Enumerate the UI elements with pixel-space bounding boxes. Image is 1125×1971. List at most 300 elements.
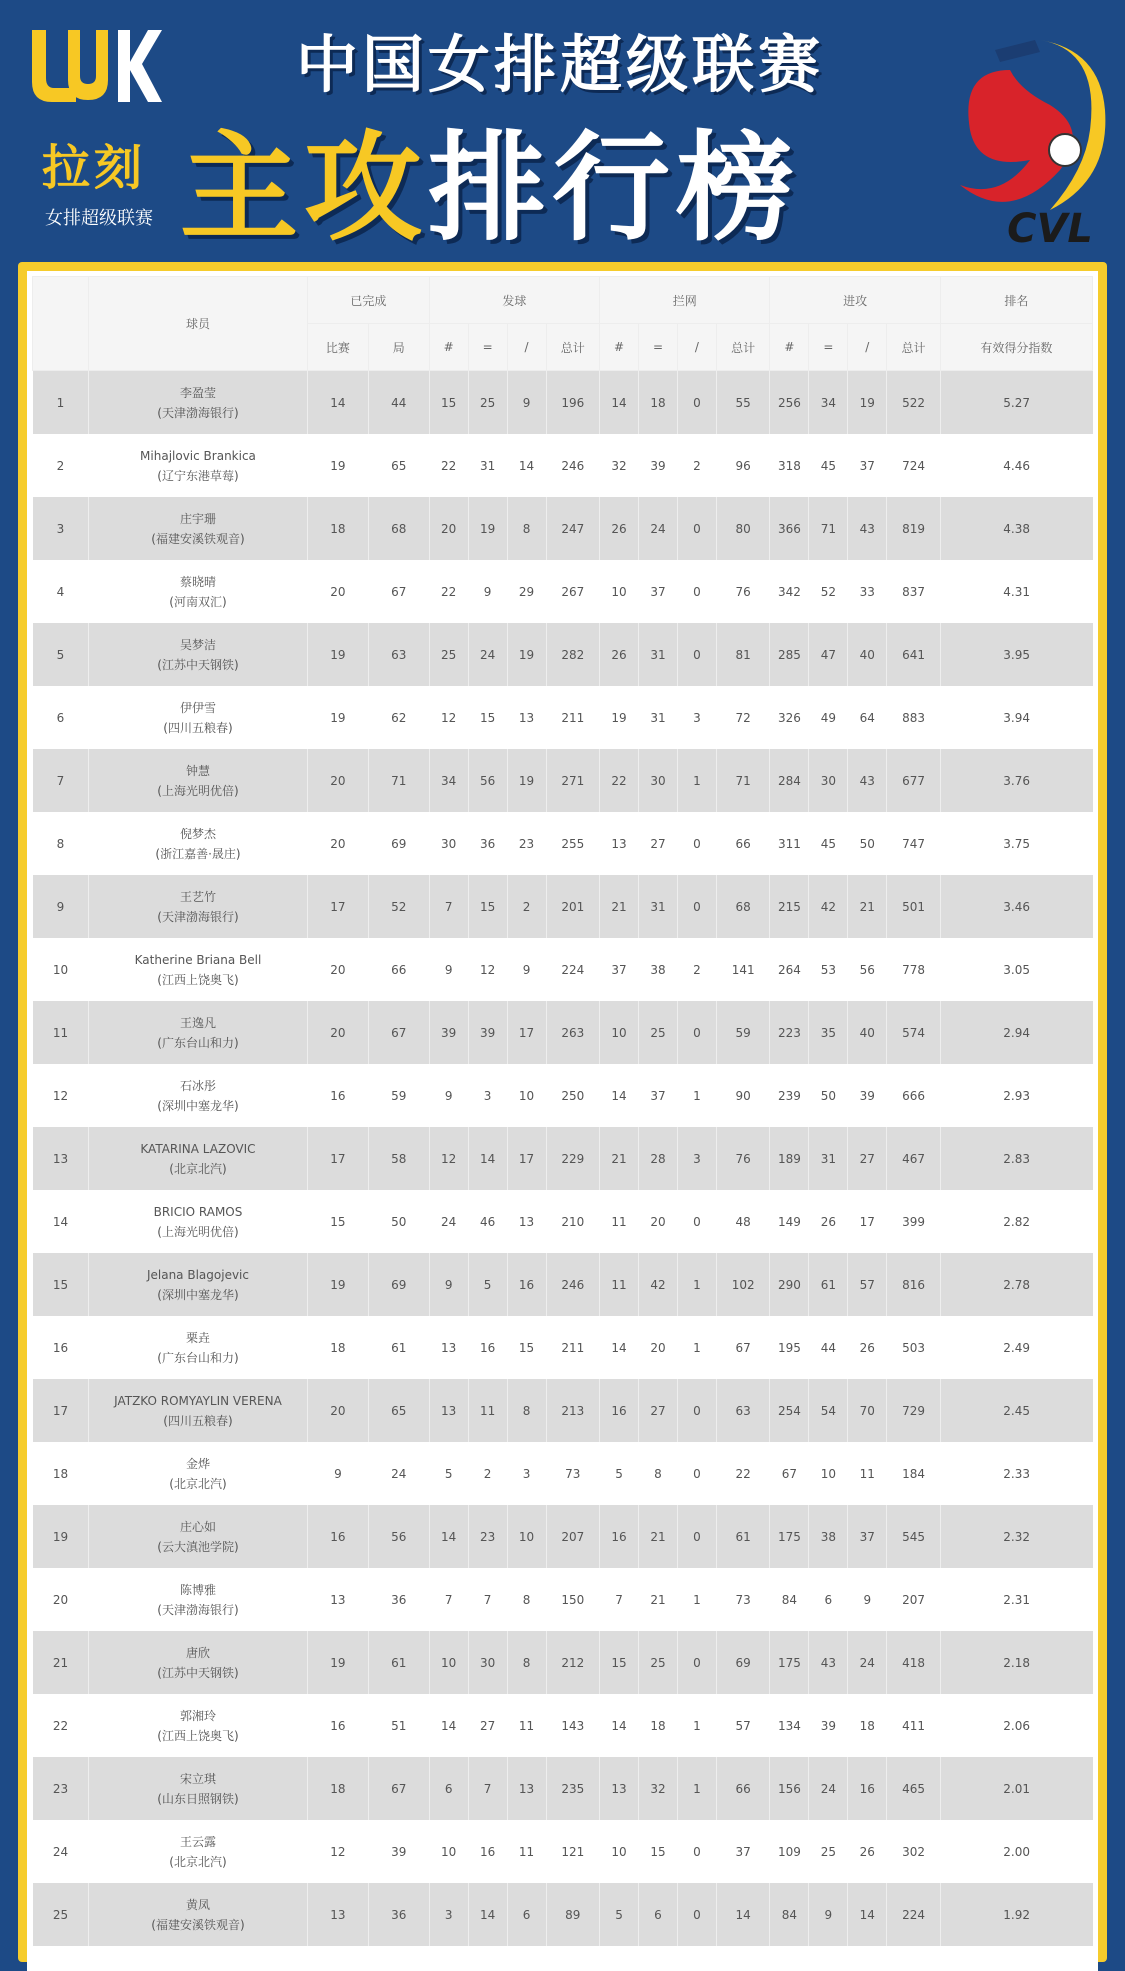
table-row bbox=[33, 1442, 1093, 1505]
stat-cell: 30 bbox=[429, 812, 468, 875]
col-player: 球员 bbox=[88, 277, 307, 371]
player-cell bbox=[88, 749, 307, 812]
stat-cell: 25 bbox=[809, 1820, 848, 1883]
table-row bbox=[33, 1505, 1093, 1568]
stat-cell: 24 bbox=[639, 497, 678, 560]
stat-cell: 109 bbox=[770, 1820, 809, 1883]
stat-cell: 43 bbox=[809, 1631, 848, 1694]
player-name: 陈博雅 bbox=[179, 1582, 216, 1597]
rank-number: 3 bbox=[33, 497, 89, 560]
stat-cell: 69 bbox=[716, 1631, 770, 1694]
stat-cell: 20 bbox=[308, 1379, 369, 1442]
stat-cell: 16 bbox=[468, 1316, 507, 1379]
stat-cell: 42 bbox=[809, 875, 848, 938]
table-row bbox=[33, 875, 1093, 938]
stat-cell: 3.95 bbox=[940, 623, 1092, 686]
table-header-row-groups bbox=[33, 277, 1093, 324]
rank-number: 19 bbox=[33, 1505, 89, 1568]
stat-cell: 246 bbox=[546, 434, 600, 497]
rank-number: 16 bbox=[33, 1316, 89, 1379]
table-row bbox=[33, 749, 1093, 812]
stat-cell: 18 bbox=[639, 1694, 678, 1757]
player-team: (北京北汽) bbox=[169, 1854, 227, 1869]
stat-cell: 196 bbox=[546, 371, 600, 435]
stat-cell: 5 bbox=[468, 1253, 507, 1316]
player-team: (福建安溪铁观音) bbox=[151, 1917, 245, 1932]
stat-cell: 11 bbox=[848, 1442, 887, 1505]
stat-cell: 59 bbox=[368, 1064, 429, 1127]
player-name: 倪梦杰 bbox=[179, 826, 216, 841]
stat-cell: 1 bbox=[677, 1253, 716, 1316]
stat-cell: 8 bbox=[507, 1568, 546, 1631]
stat-cell: 14 bbox=[507, 434, 546, 497]
stat-cell: 19 bbox=[848, 371, 887, 435]
stat-cell: 16 bbox=[308, 1064, 369, 1127]
stat-cell: 224 bbox=[546, 938, 600, 1001]
stat-cell: 71 bbox=[716, 749, 770, 812]
stat-cell: 411 bbox=[887, 1694, 941, 1757]
stat-cell: 215 bbox=[770, 875, 809, 938]
stat-cell: 39 bbox=[468, 1001, 507, 1064]
stat-cell: 134 bbox=[770, 1694, 809, 1757]
stat-cell: 6 bbox=[639, 1883, 678, 1946]
stat-cell: 6 bbox=[429, 1757, 468, 1820]
stat-cell: 14 bbox=[429, 1505, 468, 1568]
stat-cell: 7 bbox=[600, 1568, 639, 1631]
table-row bbox=[33, 1001, 1093, 1064]
stat-cell: 816 bbox=[887, 1253, 941, 1316]
stat-cell: 5 bbox=[600, 1442, 639, 1505]
stat-cell: 61 bbox=[368, 1631, 429, 1694]
stat-cell: 50 bbox=[848, 812, 887, 875]
stat-cell: 207 bbox=[887, 1568, 941, 1631]
brand-subtitle: 女排超级联赛 bbox=[45, 208, 153, 229]
stat-cell: 1 bbox=[677, 1694, 716, 1757]
stat-cell: 57 bbox=[716, 1694, 770, 1757]
stat-cell: 6 bbox=[809, 1568, 848, 1631]
stat-cell: 38 bbox=[639, 938, 678, 1001]
col-matches: 比赛 bbox=[308, 324, 369, 371]
stat-cell: 2.82 bbox=[940, 1190, 1092, 1253]
stat-cell: 26 bbox=[809, 1190, 848, 1253]
stat-cell: 9 bbox=[468, 560, 507, 623]
stat-cell: 10 bbox=[600, 560, 639, 623]
stat-cell: 223 bbox=[770, 1001, 809, 1064]
player-name: 黄凤 bbox=[185, 1897, 210, 1912]
league-title: 中国女排超级联赛 bbox=[295, 28, 824, 101]
stat-cell: 418 bbox=[887, 1631, 941, 1694]
rank-number: 4 bbox=[33, 560, 89, 623]
stat-cell: 52 bbox=[368, 875, 429, 938]
stat-cell: 22 bbox=[600, 749, 639, 812]
stat-cell: 399 bbox=[887, 1190, 941, 1253]
player-cell bbox=[88, 1883, 307, 1946]
rank-number: 5 bbox=[33, 623, 89, 686]
table-row bbox=[33, 686, 1093, 749]
table-row bbox=[33, 560, 1093, 623]
stat-cell: 0 bbox=[677, 1631, 716, 1694]
stat-cell: 747 bbox=[887, 812, 941, 875]
stat-cell: 210 bbox=[546, 1190, 600, 1253]
stat-cell: 4.46 bbox=[940, 434, 1092, 497]
stat-cell: 641 bbox=[887, 623, 941, 686]
col-block-eq: = bbox=[639, 324, 678, 371]
table-row bbox=[33, 812, 1093, 875]
stat-cell: 212 bbox=[546, 1631, 600, 1694]
stat-cell: 883 bbox=[887, 686, 941, 749]
stat-cell: 23 bbox=[507, 812, 546, 875]
stat-cell: 39 bbox=[639, 434, 678, 497]
stat-cell: 27 bbox=[639, 812, 678, 875]
stat-cell: 76 bbox=[716, 560, 770, 623]
stat-cell: 17 bbox=[507, 1001, 546, 1064]
player-cell bbox=[88, 560, 307, 623]
player-name: 钟慧 bbox=[185, 763, 210, 778]
stat-cell: 9 bbox=[308, 1442, 369, 1505]
col-group-block: 拦网 bbox=[600, 277, 770, 324]
stat-cell: 150 bbox=[546, 1568, 600, 1631]
stat-cell: 24 bbox=[809, 1757, 848, 1820]
stat-cell: 14 bbox=[600, 1316, 639, 1379]
player-team: (浙江嘉善·晟庄) bbox=[155, 846, 241, 861]
stat-cell: 67 bbox=[770, 1442, 809, 1505]
col-block-hash: # bbox=[600, 324, 639, 371]
player-name: Katherine Briana Bell bbox=[134, 952, 262, 967]
stat-cell: 3.46 bbox=[940, 875, 1092, 938]
stat-cell: 8 bbox=[507, 1379, 546, 1442]
page-title-yellow: 主攻 bbox=[180, 119, 429, 257]
col-no bbox=[33, 277, 89, 371]
table-row bbox=[33, 1253, 1093, 1316]
rank-number: 9 bbox=[33, 875, 89, 938]
player-cell bbox=[88, 497, 307, 560]
stat-cell: 0 bbox=[677, 623, 716, 686]
stat-cell: 1 bbox=[677, 1064, 716, 1127]
stat-cell: 37 bbox=[639, 560, 678, 623]
stat-cell: 239 bbox=[770, 1064, 809, 1127]
stat-cell: 666 bbox=[887, 1064, 941, 1127]
stat-cell: 10 bbox=[429, 1820, 468, 1883]
stat-cell: 25 bbox=[639, 1001, 678, 1064]
stat-cell: 9 bbox=[848, 1568, 887, 1631]
table-row bbox=[33, 1631, 1093, 1694]
table-row bbox=[33, 1568, 1093, 1631]
stat-cell: 31 bbox=[639, 623, 678, 686]
stat-cell: 2 bbox=[507, 875, 546, 938]
stat-cell: 37 bbox=[600, 938, 639, 1001]
stat-cell: 31 bbox=[639, 875, 678, 938]
stat-cell: 24 bbox=[848, 1631, 887, 1694]
stat-cell: 2 bbox=[468, 1442, 507, 1505]
stat-cell: 17 bbox=[848, 1190, 887, 1253]
player-team: (深圳中塞龙华) bbox=[157, 1287, 239, 1302]
stat-cell: 31 bbox=[809, 1127, 848, 1190]
table-row bbox=[33, 371, 1093, 435]
stat-cell: 224 bbox=[887, 1883, 941, 1946]
stat-cell: 0 bbox=[677, 497, 716, 560]
stat-cell: 19 bbox=[308, 686, 369, 749]
stat-cell: 3 bbox=[507, 1442, 546, 1505]
stat-cell: 13 bbox=[507, 1190, 546, 1253]
stat-cell: 21 bbox=[848, 875, 887, 938]
player-cell bbox=[88, 875, 307, 938]
stat-cell: 16 bbox=[600, 1379, 639, 1442]
stat-cell: 61 bbox=[809, 1253, 848, 1316]
stat-cell: 5 bbox=[429, 1442, 468, 1505]
player-name: JATZKO ROMYAYLIN VERENA bbox=[114, 1393, 282, 1408]
stat-cell: 68 bbox=[716, 875, 770, 938]
player-cell bbox=[88, 1442, 307, 1505]
stat-cell: 211 bbox=[546, 686, 600, 749]
stat-cell: 1.92 bbox=[940, 1883, 1092, 1946]
stat-cell: 48 bbox=[716, 1190, 770, 1253]
player-team: (四川五粮春) bbox=[163, 720, 233, 735]
stat-cell: 26 bbox=[848, 1316, 887, 1379]
stat-cell: 51 bbox=[368, 1694, 429, 1757]
rank-number: 21 bbox=[33, 1631, 89, 1694]
stat-cell: 246 bbox=[546, 1253, 600, 1316]
lk-logo-icon bbox=[24, 22, 164, 112]
stat-cell: 14 bbox=[429, 1694, 468, 1757]
stat-cell: 31 bbox=[639, 686, 678, 749]
player-cell bbox=[88, 1253, 307, 1316]
stat-cell: 63 bbox=[368, 623, 429, 686]
stat-cell: 522 bbox=[887, 371, 941, 435]
stat-cell: 38 bbox=[809, 1505, 848, 1568]
stat-cell: 55 bbox=[716, 371, 770, 435]
stat-cell: 13 bbox=[308, 1568, 369, 1631]
stat-cell: 73 bbox=[716, 1568, 770, 1631]
stat-cell: 11 bbox=[600, 1253, 639, 1316]
stat-cell: 141 bbox=[716, 938, 770, 1001]
stat-cell: 271 bbox=[546, 749, 600, 812]
page-title-white: 排行榜 bbox=[428, 119, 801, 257]
stat-cell: 2.49 bbox=[940, 1316, 1092, 1379]
rank-number: 11 bbox=[33, 1001, 89, 1064]
stat-cell: 56 bbox=[468, 749, 507, 812]
table-panel bbox=[27, 271, 1098, 1971]
player-team: (广东台山和力) bbox=[157, 1350, 239, 1365]
player-cell bbox=[88, 1631, 307, 1694]
player-name: 蔡晓晴 bbox=[179, 574, 216, 589]
stat-cell: 40 bbox=[848, 623, 887, 686]
stat-cell: 20 bbox=[308, 938, 369, 1001]
stat-cell: 2 bbox=[677, 938, 716, 1001]
player-cell bbox=[88, 938, 307, 1001]
rank-number: 12 bbox=[33, 1064, 89, 1127]
stat-cell: 80 bbox=[716, 497, 770, 560]
stat-cell: 2.01 bbox=[940, 1757, 1092, 1820]
player-name: 吴梦洁 bbox=[179, 637, 216, 652]
stat-cell: 23 bbox=[468, 1505, 507, 1568]
stat-cell: 22 bbox=[429, 560, 468, 623]
table-row bbox=[33, 623, 1093, 686]
stat-cell: 14 bbox=[848, 1883, 887, 1946]
stat-cell: 10 bbox=[600, 1820, 639, 1883]
stat-cell: 89 bbox=[546, 1883, 600, 1946]
col-block-slash: / bbox=[677, 324, 716, 371]
stat-cell: 66 bbox=[368, 938, 429, 1001]
table-row bbox=[33, 938, 1093, 1001]
stat-cell: 43 bbox=[848, 497, 887, 560]
stat-cell: 37 bbox=[716, 1820, 770, 1883]
stat-cell: 71 bbox=[809, 497, 848, 560]
stat-cell: 5.27 bbox=[940, 371, 1092, 435]
table-row bbox=[33, 1127, 1093, 1190]
stat-cell: 264 bbox=[770, 938, 809, 1001]
table-row bbox=[33, 1379, 1093, 1442]
stat-cell: 24 bbox=[468, 623, 507, 686]
brand-name: 拉刻 bbox=[41, 140, 146, 196]
stat-cell: 15 bbox=[639, 1820, 678, 1883]
stat-cell: 837 bbox=[887, 560, 941, 623]
stat-cell: 39 bbox=[368, 1820, 429, 1883]
stat-cell: 13 bbox=[507, 686, 546, 749]
stat-cell: 39 bbox=[848, 1064, 887, 1127]
player-cell bbox=[88, 623, 307, 686]
rank-number: 8 bbox=[33, 812, 89, 875]
stat-cell: 10 bbox=[507, 1064, 546, 1127]
stat-cell: 19 bbox=[507, 749, 546, 812]
stat-cell: 20 bbox=[308, 1001, 369, 1064]
stat-cell: 15 bbox=[429, 371, 468, 435]
stat-cell: 32 bbox=[600, 434, 639, 497]
stat-cell: 39 bbox=[429, 1001, 468, 1064]
stat-cell: 17 bbox=[308, 875, 369, 938]
rank-number: 1 bbox=[33, 371, 89, 435]
stat-cell: 2.33 bbox=[940, 1442, 1092, 1505]
stat-cell: 29 bbox=[507, 560, 546, 623]
player-name: 金烨 bbox=[185, 1456, 210, 1471]
col-rank-index: 有效得分指数 bbox=[940, 324, 1092, 371]
player-team: (福建安溪铁观音) bbox=[151, 531, 245, 546]
stat-cell: 27 bbox=[639, 1379, 678, 1442]
stat-cell: 44 bbox=[368, 371, 429, 435]
stat-cell: 21 bbox=[600, 875, 639, 938]
stat-cell: 31 bbox=[468, 434, 507, 497]
player-team: (江西上饶奥飞) bbox=[157, 1728, 239, 1743]
player-cell bbox=[88, 1001, 307, 1064]
player-cell bbox=[88, 1568, 307, 1631]
stat-cell: 18 bbox=[848, 1694, 887, 1757]
player-name: BRICIO RAMOS bbox=[153, 1204, 243, 1219]
player-team: (江西上饶奥飞) bbox=[157, 972, 239, 987]
stat-cell: 143 bbox=[546, 1694, 600, 1757]
page-title bbox=[180, 118, 960, 258]
stat-cell: 42 bbox=[639, 1253, 678, 1316]
table-row bbox=[33, 1883, 1093, 1946]
poster-header bbox=[0, 0, 1125, 270]
stat-cell: 1 bbox=[677, 1757, 716, 1820]
stat-cell: 73 bbox=[546, 1442, 600, 1505]
stat-cell: 19 bbox=[507, 623, 546, 686]
stat-cell: 61 bbox=[368, 1316, 429, 1379]
stat-cell: 12 bbox=[308, 1820, 369, 1883]
stat-cell: 33 bbox=[848, 560, 887, 623]
stat-cell: 90 bbox=[716, 1064, 770, 1127]
table-frame bbox=[18, 262, 1107, 1962]
stat-cell: 0 bbox=[677, 1883, 716, 1946]
stat-cell: 16 bbox=[308, 1505, 369, 1568]
stat-cell: 2.45 bbox=[940, 1379, 1092, 1442]
table-row bbox=[33, 1757, 1093, 1820]
stat-cell: 18 bbox=[308, 1316, 369, 1379]
stat-cell: 465 bbox=[887, 1757, 941, 1820]
stat-cell: 19 bbox=[308, 1253, 369, 1316]
stat-cell: 366 bbox=[770, 497, 809, 560]
stat-cell: 35 bbox=[809, 1001, 848, 1064]
rank-number: 14 bbox=[33, 1190, 89, 1253]
player-name: 郭湘玲 bbox=[179, 1708, 216, 1723]
table-row bbox=[33, 1316, 1093, 1379]
stat-cell: 0 bbox=[677, 1001, 716, 1064]
stat-cell: 20 bbox=[639, 1316, 678, 1379]
rank-number: 15 bbox=[33, 1253, 89, 1316]
stat-cell: 6 bbox=[507, 1883, 546, 1946]
stat-cell: 9 bbox=[507, 371, 546, 435]
stat-cell: 13 bbox=[429, 1379, 468, 1442]
player-name: Mihajlovic Brankica bbox=[140, 448, 256, 463]
stat-cell: 57 bbox=[848, 1253, 887, 1316]
stat-cell: 69 bbox=[368, 812, 429, 875]
stat-cell: 56 bbox=[848, 938, 887, 1001]
stat-cell: 13 bbox=[507, 1757, 546, 1820]
stat-cell: 53 bbox=[809, 938, 848, 1001]
player-team: (北京北汽) bbox=[169, 1161, 227, 1176]
player-name: 庄宇珊 bbox=[179, 511, 216, 526]
stat-cell: 81 bbox=[716, 623, 770, 686]
player-team: (上海光明优倍) bbox=[157, 1224, 239, 1239]
stat-cell: 45 bbox=[809, 812, 848, 875]
col-attack-hash: # bbox=[770, 324, 809, 371]
stat-cell: 19 bbox=[308, 623, 369, 686]
player-team: (山东日照钢铁) bbox=[157, 1791, 239, 1806]
stat-cell: 18 bbox=[308, 497, 369, 560]
col-serve-total: 总计 bbox=[546, 324, 600, 371]
stat-cell: 3.75 bbox=[940, 812, 1092, 875]
stat-cell: 15 bbox=[468, 875, 507, 938]
stat-cell: 16 bbox=[600, 1505, 639, 1568]
player-name: 栗垚 bbox=[185, 1330, 210, 1345]
stat-cell: 67 bbox=[368, 560, 429, 623]
table-row bbox=[33, 497, 1093, 560]
stat-cell: 21 bbox=[639, 1505, 678, 1568]
player-team: (天津渤海银行) bbox=[157, 405, 239, 420]
stat-cell: 189 bbox=[770, 1127, 809, 1190]
stat-cell: 10 bbox=[507, 1505, 546, 1568]
stat-cell: 254 bbox=[770, 1379, 809, 1442]
rank-number: 20 bbox=[33, 1568, 89, 1631]
rank-number: 13 bbox=[33, 1127, 89, 1190]
stat-cell: 96 bbox=[716, 434, 770, 497]
stat-cell: 66 bbox=[716, 812, 770, 875]
stat-cell: 3 bbox=[468, 1064, 507, 1127]
stat-cell: 34 bbox=[429, 749, 468, 812]
stat-cell: 36 bbox=[368, 1568, 429, 1631]
col-serve-slash: / bbox=[507, 324, 546, 371]
stat-cell: 59 bbox=[716, 1001, 770, 1064]
player-cell bbox=[88, 686, 307, 749]
player-team: (江苏中天钢铁) bbox=[157, 1665, 239, 1680]
rank-number: 23 bbox=[33, 1757, 89, 1820]
stat-cell: 9 bbox=[809, 1883, 848, 1946]
stat-cell: 2.78 bbox=[940, 1253, 1092, 1316]
player-name: 王艺竹 bbox=[179, 889, 216, 904]
player-cell bbox=[88, 1694, 307, 1757]
stat-cell: 37 bbox=[639, 1064, 678, 1127]
stat-cell: 13 bbox=[429, 1316, 468, 1379]
stat-cell: 56 bbox=[368, 1505, 429, 1568]
